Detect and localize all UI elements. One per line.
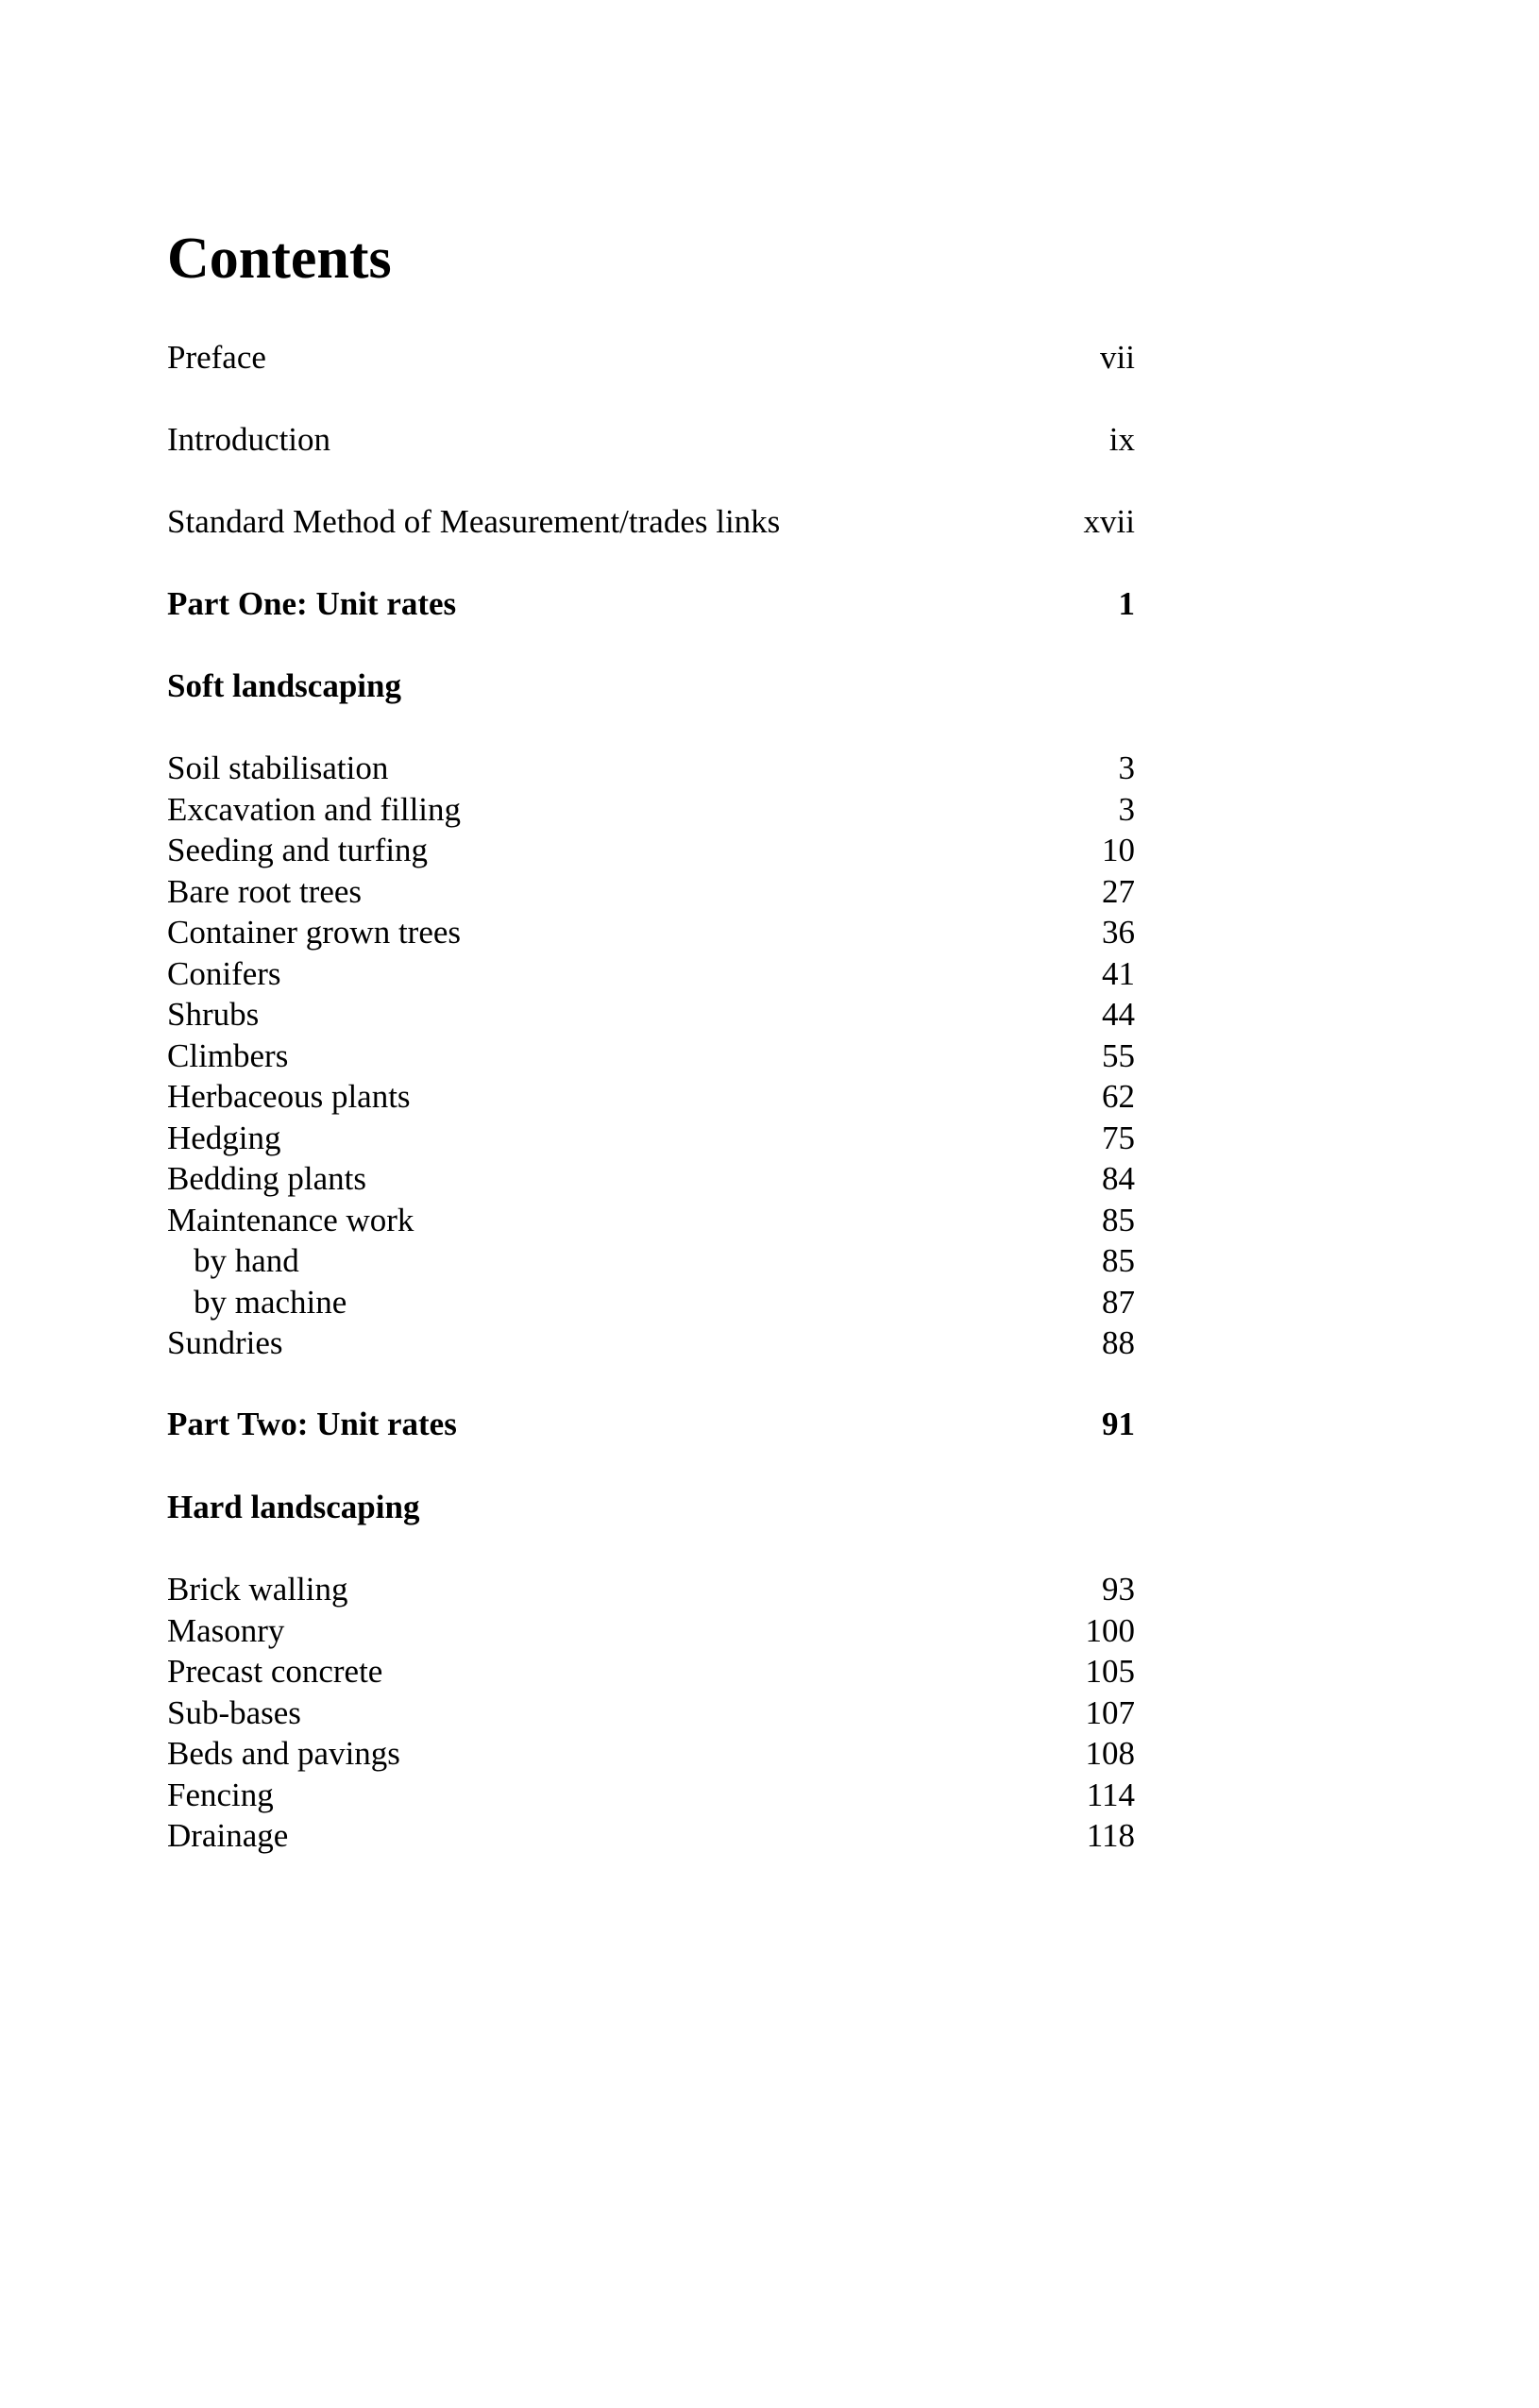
toc-entry-page: 3 bbox=[1118, 749, 1135, 786]
toc-entry-page: 85 bbox=[1102, 1201, 1135, 1238]
toc-entry-label: Beds and pavings bbox=[167, 1735, 400, 1772]
toc-entry-page: 100 bbox=[1085, 1611, 1135, 1649]
toc-entry-page: 93 bbox=[1102, 1571, 1135, 1608]
toc-entry-label: Bare root trees bbox=[167, 872, 363, 910]
toc-subentry[interactable] bbox=[167, 1282, 1135, 1322]
toc-entry[interactable] bbox=[167, 1610, 1135, 1651]
toc-subentry[interactable] bbox=[167, 1240, 1135, 1281]
toc-entry-label: by machine bbox=[194, 1283, 347, 1321]
toc-entry[interactable] bbox=[167, 1733, 1135, 1774]
toc-entry[interactable] bbox=[167, 1815, 1135, 1856]
toc-entry-label: Climbers bbox=[167, 1036, 289, 1074]
toc-entry-label: Fencing bbox=[167, 1776, 274, 1813]
toc-entry-page: 44 bbox=[1102, 996, 1135, 1033]
toc-entry-label: Conifers bbox=[167, 954, 281, 992]
toc-entry-page: 87 bbox=[1102, 1283, 1135, 1321]
toc-part-one[interactable] bbox=[167, 583, 1135, 624]
toc-entry-introduction[interactable] bbox=[167, 419, 1135, 460]
toc-entry-page: 55 bbox=[1102, 1036, 1135, 1074]
toc-entry-preface[interactable] bbox=[167, 337, 1135, 378]
toc-entry-page: 84 bbox=[1102, 1160, 1135, 1197]
toc-entry-page: 75 bbox=[1102, 1119, 1135, 1156]
toc-entry[interactable] bbox=[167, 1569, 1135, 1609]
toc-entry-label: Container grown trees bbox=[167, 914, 462, 951]
toc-entry-page: 107 bbox=[1085, 1693, 1135, 1731]
toc-entry-label: Masonry bbox=[167, 1611, 285, 1649]
toc-entry-label: Hedging bbox=[167, 1119, 281, 1156]
toc-entry-page: 118 bbox=[1086, 1817, 1135, 1854]
toc-entry-page: vii bbox=[1100, 339, 1135, 376]
toc-entry[interactable] bbox=[167, 1692, 1135, 1733]
toc-entry[interactable] bbox=[167, 871, 1135, 912]
toc-entry[interactable] bbox=[167, 1775, 1135, 1815]
toc-entry-page: 85 bbox=[1102, 1242, 1135, 1279]
toc-entry-smm-trades-links[interactable] bbox=[167, 501, 1135, 542]
toc-entry-label: Precast concrete bbox=[167, 1653, 383, 1690]
toc-entry-page: 62 bbox=[1102, 1078, 1135, 1115]
toc-entry[interactable] bbox=[167, 830, 1135, 870]
toc-entry-label: by hand bbox=[194, 1242, 299, 1279]
toc-entry-label: Introduction bbox=[167, 421, 331, 458]
toc-entry-page: 10 bbox=[1102, 832, 1135, 868]
toc-entry-label: Excavation and filling bbox=[167, 790, 462, 828]
toc-entry-label: Preface bbox=[167, 339, 266, 376]
toc-entry-label: Bedding plants bbox=[167, 1160, 366, 1197]
toc-part-page: 91 bbox=[1102, 1406, 1135, 1442]
toc-part-label: Part Two: Unit rates bbox=[167, 1406, 457, 1442]
toc-entry-page: 105 bbox=[1085, 1653, 1135, 1690]
toc-entry-page: 88 bbox=[1102, 1324, 1135, 1361]
toc-entry-label: Seeding and turfing bbox=[167, 832, 429, 868]
toc-entry[interactable] bbox=[167, 748, 1135, 788]
toc-entry-label: Herbaceous plants bbox=[167, 1078, 411, 1115]
toc-entry-page: 41 bbox=[1102, 954, 1135, 992]
toc-entry-page: ix bbox=[1108, 421, 1135, 458]
toc-entry-label: Maintenance work bbox=[167, 1201, 414, 1238]
toc-entry[interactable] bbox=[167, 953, 1135, 994]
toc-part-page: 1 bbox=[1118, 585, 1135, 622]
toc-entry[interactable] bbox=[167, 912, 1135, 952]
toc-entry-label: Brick walling bbox=[167, 1571, 348, 1608]
toc-entry-label: Soil stabilisation bbox=[167, 749, 389, 786]
toc-part-two[interactable] bbox=[167, 1404, 1135, 1444]
toc-entry-label: Drainage bbox=[167, 1817, 289, 1854]
toc-entry-label: Sundries bbox=[167, 1324, 283, 1361]
section-heading-soft-landscaping: Soft landscaping bbox=[167, 667, 401, 704]
toc-entry[interactable] bbox=[167, 1118, 1135, 1158]
toc-entry-page: 27 bbox=[1102, 872, 1135, 910]
toc-entry[interactable] bbox=[167, 789, 1135, 830]
toc-entry-page: 114 bbox=[1086, 1776, 1135, 1813]
toc-entry-label: Standard Method of Measurement/trades links bbox=[167, 503, 781, 540]
toc-entry-label: Sub-bases bbox=[167, 1693, 301, 1731]
toc-entry[interactable] bbox=[167, 994, 1135, 1035]
toc-entry[interactable] bbox=[167, 1200, 1135, 1240]
toc-entry[interactable] bbox=[167, 1651, 1135, 1692]
toc-entry[interactable] bbox=[167, 1076, 1135, 1117]
toc-part-label: Part One: Unit rates bbox=[167, 585, 457, 622]
toc-entry[interactable] bbox=[167, 1036, 1135, 1076]
toc-entry-page: 3 bbox=[1118, 790, 1135, 828]
toc-entry-page: xvii bbox=[1083, 503, 1135, 540]
toc-entry[interactable] bbox=[167, 1322, 1135, 1363]
toc-entry-label: Shrubs bbox=[167, 996, 260, 1033]
section-heading-hard-landscaping: Hard landscaping bbox=[167, 1489, 420, 1525]
toc-entry-page: 108 bbox=[1085, 1735, 1135, 1772]
toc-entry-page: 36 bbox=[1102, 914, 1135, 951]
page-title: Contents bbox=[167, 227, 392, 291]
toc-entry[interactable] bbox=[167, 1158, 1135, 1199]
